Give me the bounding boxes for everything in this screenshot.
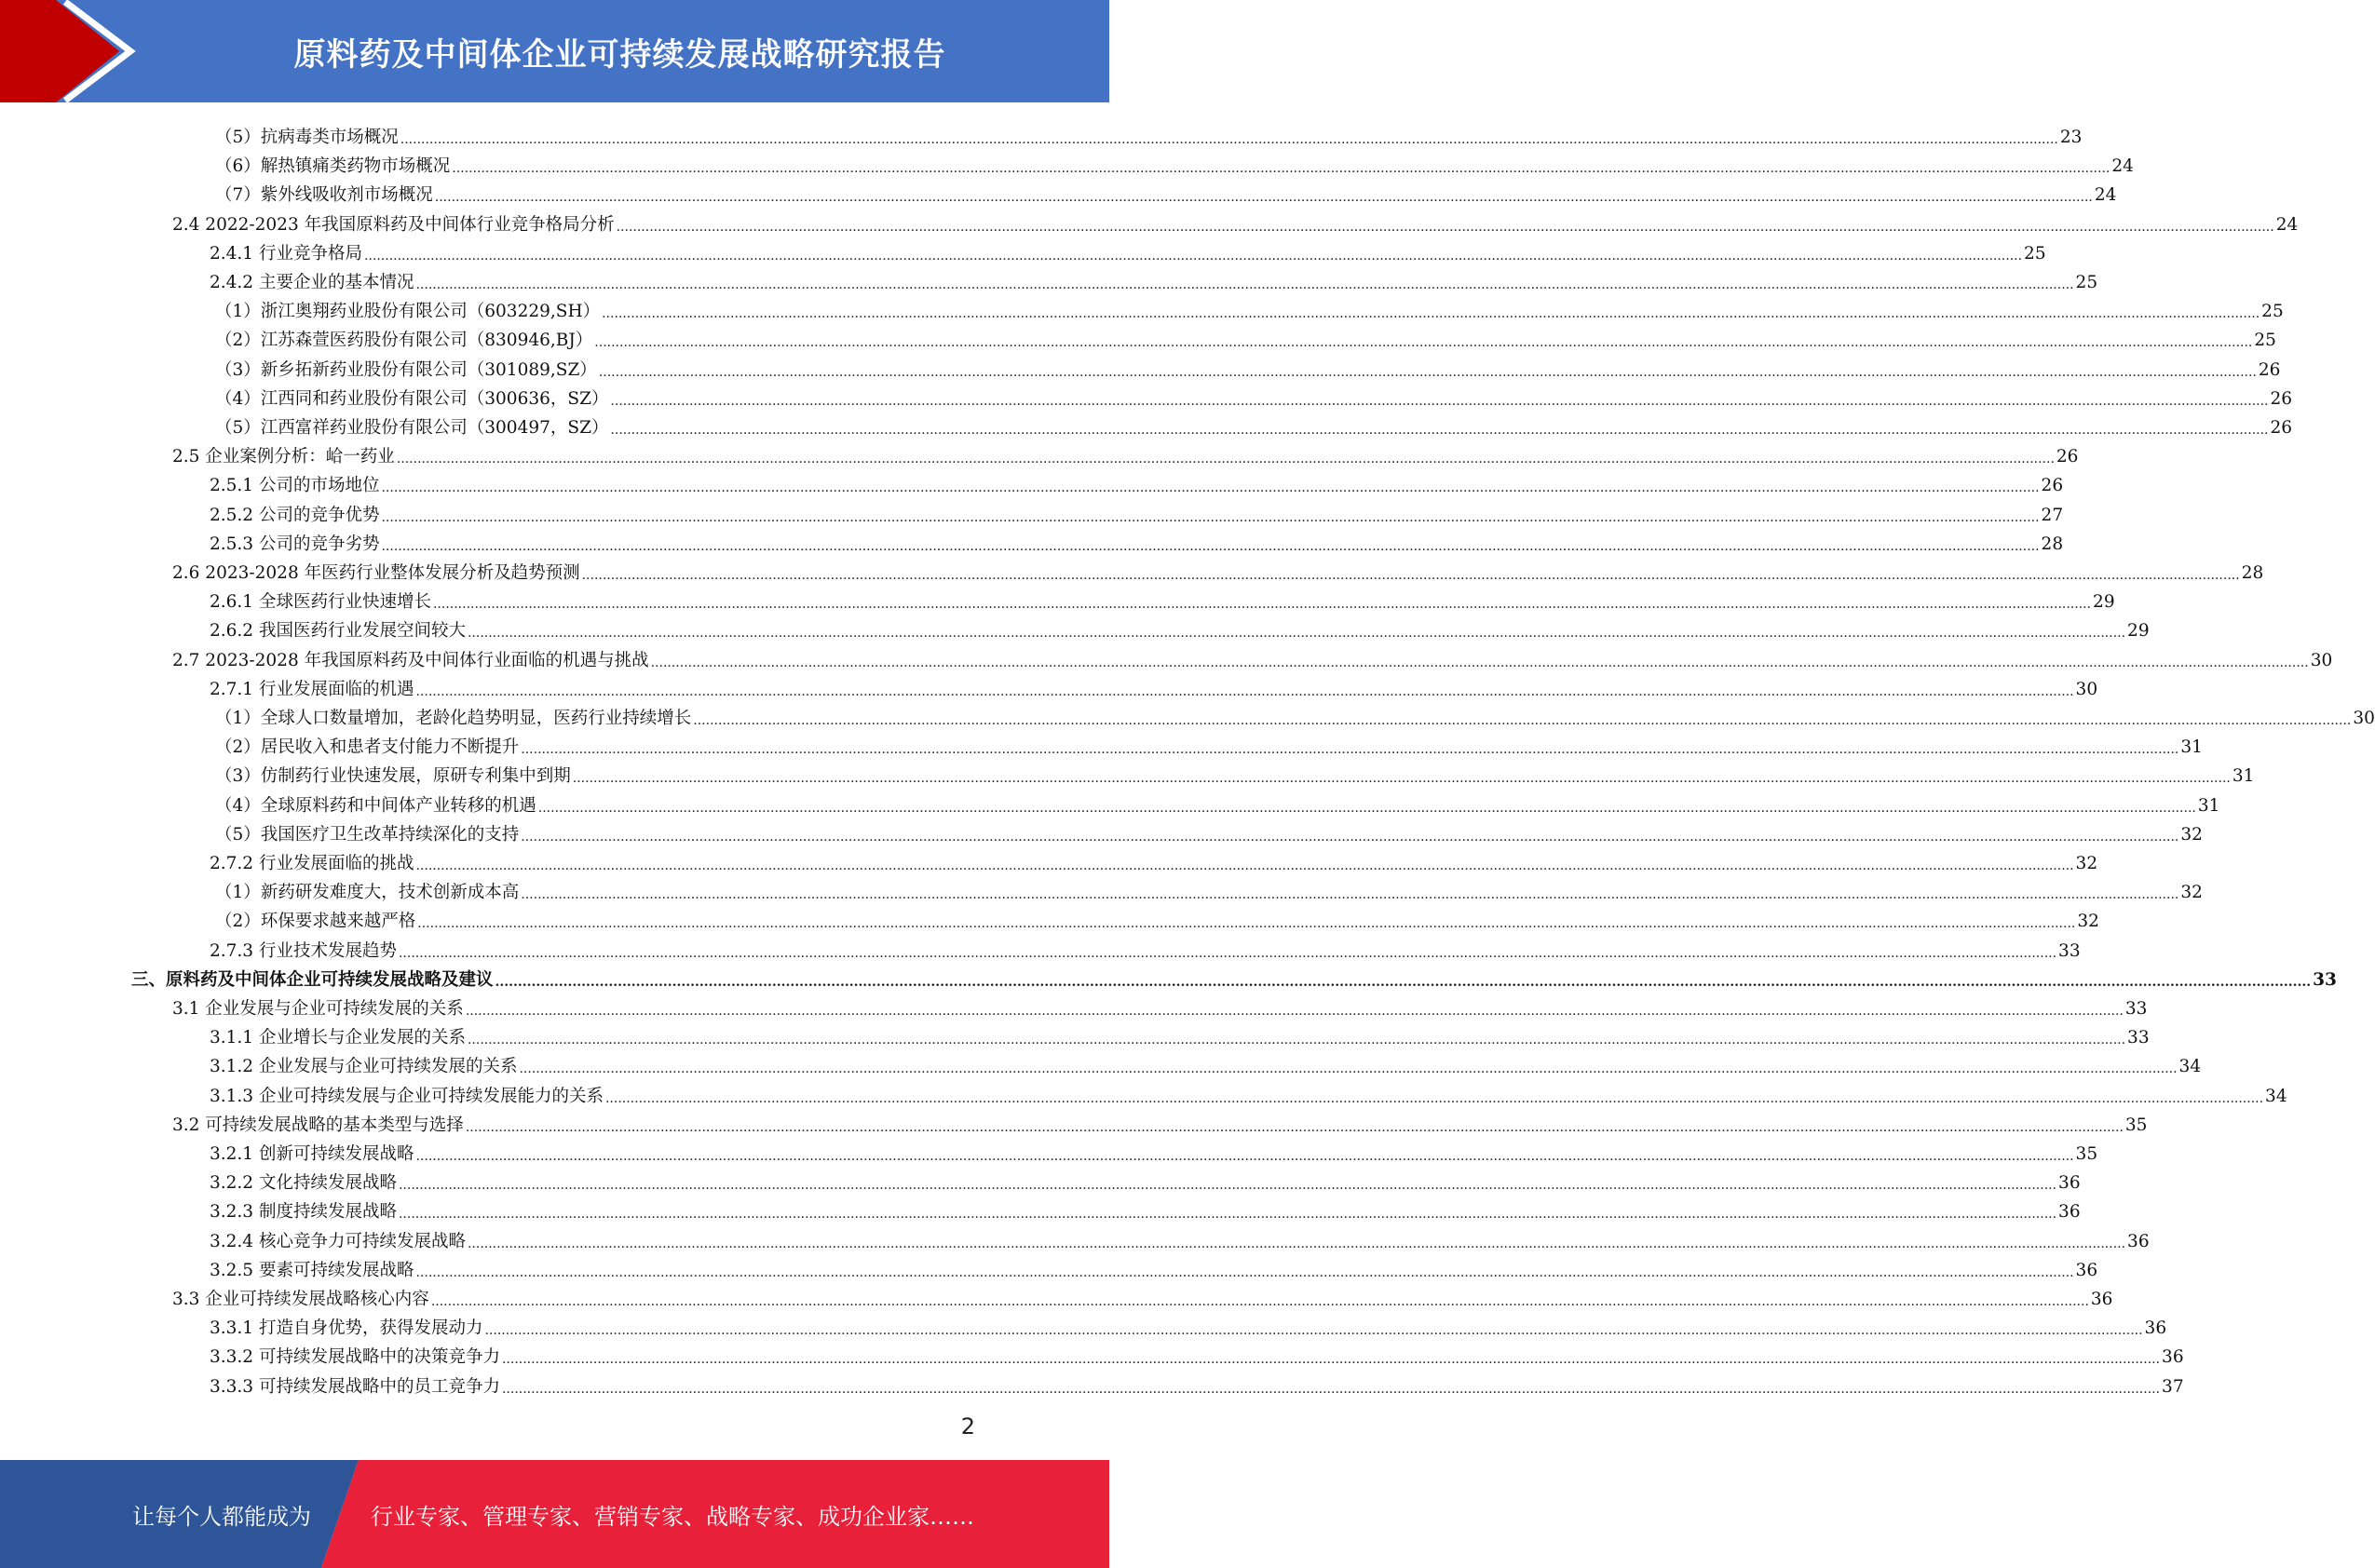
toc-leader-dots: ................................................................................................................................................................................................................................................................................................................................................................................................................ bbox=[415, 1265, 2074, 1280]
toc-entry-label: 2.6.1 全球医药行业快速增长 bbox=[210, 592, 431, 612]
toc-leader-dots: ................................................................................................................................................................................................................................................................................................................................................................................................................ bbox=[465, 1004, 2124, 1019]
toc-entry-page: 31 bbox=[2232, 766, 2255, 786]
toc-leader-dots: ................................................................................................................................................................................................................................................................................................................................................................................................................ bbox=[521, 887, 2179, 902]
toc-entry-label: 2.5.2 公司的竞争优势 bbox=[210, 506, 380, 525]
toc-entry-page: 24 bbox=[2094, 185, 2117, 205]
toc-leader-dots: ................................................................................................................................................................................................................................................................................................................................................................................................................ bbox=[415, 277, 2074, 292]
toc-entry-page: 36 bbox=[2058, 1202, 2081, 1222]
toc-entry[interactable] bbox=[215, 148, 2134, 177]
toc-entry-label: 3.3.1 打造自身优势，获得发展动力 bbox=[210, 1318, 483, 1338]
toc-entry[interactable] bbox=[215, 322, 2276, 351]
toc-entry-label: 3.2.4 核心竞争力可持续发展战略 bbox=[210, 1232, 466, 1251]
page-title: 原料药及中间体企业可持续发展战略研究报告 bbox=[293, 35, 946, 74]
toc-entry-page: 31 bbox=[2197, 796, 2220, 816]
toc-entry-label: （1）新药研发难度大，技术创新成本高 bbox=[215, 883, 520, 902]
toc-entry-page: 26 bbox=[2056, 447, 2079, 466]
toc-entry-page: 26 bbox=[2270, 418, 2293, 438]
toc-entry-page: 34 bbox=[2265, 1087, 2287, 1106]
toc-leader-dots: ................................................................................................................................................................................................................................................................................................................................................................................................................ bbox=[519, 1061, 2178, 1076]
toc-entry-label: （7）紫外线吸收剂市场概况 bbox=[215, 185, 433, 205]
toc-entry[interactable] bbox=[215, 903, 2099, 932]
toc-entry-label: （6）解热镇痛类药物市场概况 bbox=[215, 156, 451, 176]
footer-slogan-right: 行业专家、管理专家、营销专家、战略专家、成功企业家…… bbox=[371, 1503, 974, 1530]
toc-entry-label: 2.5.1 公司的市场地位 bbox=[210, 476, 380, 495]
toc-leader-dots: ................................................................................................................................................................................................................................................................................................................................................................................................................ bbox=[381, 539, 2040, 554]
toc-leader-dots: ................................................................................................................................................................................................................................................................................................................................................................................................................ bbox=[602, 306, 2260, 321]
toc-leader-dots: ................................................................................................................................................................................................................................................................................................................................................................................................................ bbox=[610, 394, 2269, 409]
toc-entry-label: （5）江西富祥药业股份有限公司（300497，SZ） bbox=[215, 418, 609, 438]
toc-entry-page: 37 bbox=[2162, 1377, 2184, 1397]
toc-entry-page: 36 bbox=[2075, 1261, 2098, 1280]
toc-leader-dots: ................................................................................................................................................................................................................................................................................................................................................................................................................ bbox=[604, 1091, 2264, 1106]
toc-entry[interactable] bbox=[172, 991, 2148, 1020]
toc-entry[interactable] bbox=[210, 236, 2046, 264]
toc-entry-page: 23 bbox=[2059, 128, 2083, 147]
toc-entry-page: 33 bbox=[2058, 941, 2081, 961]
toc-entry-page: 28 bbox=[2241, 563, 2264, 583]
toc-leader-dots: ................................................................................................................................................................................................................................................................................................................................................................................................................ bbox=[610, 423, 2269, 438]
toc-entry-page: 34 bbox=[2178, 1057, 2202, 1076]
toc-leader-dots: ................................................................................................................................................................................................................................................................................................................................................................................................................ bbox=[616, 220, 2274, 235]
toc-leader-dots: ................................................................................................................................................................................................................................................................................................................................................................................................................ bbox=[398, 946, 2057, 961]
toc-entry[interactable] bbox=[210, 1369, 2184, 1398]
toc-entry-label: （1）全球人口数量增加，老龄化趋势明显，医药行业持续增长 bbox=[215, 709, 692, 728]
toc-entry-page: 30 bbox=[2353, 709, 2375, 728]
toc-entry-label: 3.2.3 制度持续发展战略 bbox=[210, 1202, 397, 1222]
toc-leader-dots: ................................................................................................................................................................................................................................................................................................................................................................................................................ bbox=[400, 132, 2058, 147]
toc-entry-page: 29 bbox=[2093, 592, 2115, 612]
toc-entry-page: 26 bbox=[2258, 360, 2281, 380]
toc-entry-label: 3.3 企业可持续发展战略核心内容 bbox=[172, 1290, 429, 1309]
toc-leader-dots: ................................................................................................................................................................................................................................................................................................................................................................................................................ bbox=[452, 161, 2110, 176]
toc-entry-label: 2.4.1 行业竞争格局 bbox=[210, 244, 362, 264]
toc-entry-label: 2.6.2 我国医药行业发展空间较大 bbox=[210, 621, 466, 641]
toc-leader-dots: ................................................................................................................................................................................................................................................................................................................................................................................................................ bbox=[537, 801, 2196, 816]
toc-entry-page: 26 bbox=[2270, 389, 2293, 409]
toc-entry-page: 32 bbox=[2180, 883, 2203, 902]
toc-leader-dots: ................................................................................................................................................................................................................................................................................................................................................................................................................ bbox=[501, 1382, 2161, 1397]
toc-leader-dots: ................................................................................................................................................................................................................................................................................................................................................................................................................ bbox=[693, 713, 2352, 728]
toc-entry-label: 2.5.3 公司的竞争劣势 bbox=[210, 534, 380, 554]
toc-entry[interactable] bbox=[131, 962, 2337, 991]
toc-entry-page: 32 bbox=[2077, 912, 2099, 931]
toc-entry[interactable] bbox=[172, 1281, 2113, 1310]
toc-entry-label: 3.1.3 企业可持续发展与企业可持续发展能力的关系 bbox=[210, 1087, 604, 1106]
toc-entry-label: （1）浙江奥翔药业股份有限公司（603229,SH） bbox=[215, 302, 601, 321]
page-number: 2 bbox=[960, 1413, 975, 1440]
toc-entry[interactable] bbox=[172, 555, 2264, 584]
toc-entry-label: 2.4.2 主要企业的基本情况 bbox=[210, 273, 414, 292]
toc-entry-label: 3.1 企业发展与企业可持续发展的关系 bbox=[172, 999, 464, 1019]
toc-entry[interactable] bbox=[210, 1136, 2098, 1165]
toc-entry-label: 2.5 企业案例分析：峆一药业 bbox=[172, 447, 395, 466]
toc-entry-page: 35 bbox=[2075, 1144, 2098, 1164]
toc-entry-page: 25 bbox=[2024, 244, 2046, 264]
toc-entry[interactable] bbox=[215, 729, 2203, 758]
toc-entry-page: 36 bbox=[2058, 1173, 2081, 1193]
toc-entry[interactable] bbox=[210, 1165, 2081, 1194]
toc-leader-dots: ................................................................................................................................................................................................................................................................................................................................................................................................................ bbox=[495, 975, 2312, 990]
toc-entry[interactable] bbox=[210, 671, 2098, 700]
toc-entry[interactable] bbox=[215, 177, 2117, 206]
toc-entry-page: 25 bbox=[2254, 331, 2276, 350]
toc-entry-label: 3.2 可持续发展战略的基本类型与选择 bbox=[172, 1115, 464, 1135]
toc-entry[interactable] bbox=[210, 526, 2064, 555]
toc-entry[interactable] bbox=[215, 410, 2293, 439]
toc-entry-label: 3.1.1 企业增长与企业发展的关系 bbox=[210, 1028, 466, 1048]
toc-entry-page: 35 bbox=[2124, 1115, 2148, 1135]
toc-entry-page: 24 bbox=[2111, 156, 2134, 176]
toc-entry[interactable] bbox=[210, 584, 2115, 613]
toc-leader-dots: ................................................................................................................................................................................................................................................................................................................................................................................................................ bbox=[415, 1149, 2074, 1164]
toc-leader-dots: ................................................................................................................................................................................................................................................................................................................................................................................................................ bbox=[598, 365, 2257, 380]
toc-leader-dots: ................................................................................................................................................................................................................................................................................................................................................................................................................ bbox=[467, 1237, 2126, 1251]
toc-leader-dots: ................................................................................................................................................................................................................................................................................................................................................................................................................ bbox=[398, 1178, 2057, 1193]
toc-entry-label: 2.4 2022-2023 年我国原料药及中间体行业竞争格局分析 bbox=[172, 215, 615, 235]
toc-leader-dots: ................................................................................................................................................................................................................................................................................................................................................................................................................ bbox=[415, 858, 2074, 873]
toc-entry[interactable] bbox=[215, 119, 2083, 148]
toc-entry-page: 30 bbox=[2075, 680, 2098, 699]
toc-leader-dots: ................................................................................................................................................................................................................................................................................................................................................................................................................ bbox=[581, 568, 2240, 583]
toc-entry-page: 33 bbox=[2127, 1028, 2150, 1048]
toc-entry-label: （2）环保要求越来越严格 bbox=[215, 912, 416, 931]
toc-entry-page: 26 bbox=[2041, 476, 2064, 495]
toc-leader-dots: ................................................................................................................................................................................................................................................................................................................................................................................................................ bbox=[521, 830, 2179, 845]
toc-entry-page: 25 bbox=[2261, 302, 2284, 321]
toc-entry-label: 3.2.1 创新可持续发展战略 bbox=[210, 1144, 414, 1164]
toc-entry-page: 30 bbox=[2310, 651, 2333, 670]
toc-leader-dots: ................................................................................................................................................................................................................................................................................................................................................................................................................ bbox=[594, 335, 2253, 350]
toc-leader-dots: ................................................................................................................................................................................................................................................................................................................................................................................................................ bbox=[381, 480, 2040, 495]
toc-leader-dots: ................................................................................................................................................................................................................................................................................................................................................................................................................ bbox=[415, 684, 2074, 699]
toc-leader-dots: ................................................................................................................................................................................................................................................................................................................................................................................................................ bbox=[432, 597, 2092, 612]
toc-entry-page: 24 bbox=[2275, 215, 2299, 235]
toc-leader-dots: ................................................................................................................................................................................................................................................................................................................................................................................................................ bbox=[396, 452, 2055, 466]
toc-leader-dots: ................................................................................................................................................................................................................................................................................................................................................................................................................ bbox=[417, 916, 2076, 931]
toc-entry-label: （2）江苏森萱医药股份有限公司（830946,BJ） bbox=[215, 331, 593, 350]
toc-leader-dots: ................................................................................................................................................................................................................................................................................................................................................................................................................ bbox=[381, 510, 2040, 525]
toc-entry-label: （5）我国医疗卫生改革持续深化的支持 bbox=[215, 825, 520, 845]
toc-entry[interactable] bbox=[210, 1194, 2081, 1223]
toc-entry[interactable] bbox=[210, 613, 2150, 642]
toc-leader-dots: ................................................................................................................................................................................................................................................................................................................................................................................................................ bbox=[430, 1294, 2089, 1309]
toc-entry-page: 28 bbox=[2041, 534, 2064, 554]
toc-entry-label: （5）抗病毒类市场概况 bbox=[215, 128, 399, 147]
toc-entry[interactable] bbox=[210, 1339, 2184, 1368]
toc-entry[interactable] bbox=[215, 352, 2281, 381]
toc-entry-label: 2.7.3 行业技术发展趋势 bbox=[210, 941, 397, 961]
footer-slogan-left: 让每个人都能成为 bbox=[132, 1503, 311, 1530]
toc-entry[interactable] bbox=[215, 817, 2203, 845]
header-bar bbox=[0, 0, 1109, 102]
toc-entry-label: （3）新乡拓新药业股份有限公司（301089,SZ） bbox=[215, 360, 597, 380]
toc-entry-label: （4）江西同和药业股份有限公司（300636，SZ） bbox=[215, 389, 609, 409]
toc-entry-page: 36 bbox=[2144, 1318, 2167, 1338]
toc-entry[interactable] bbox=[215, 700, 2375, 729]
toc-entry-label: 3.2.2 文化持续发展战略 bbox=[210, 1173, 397, 1193]
toc-entry[interactable] bbox=[172, 642, 2333, 671]
toc-entry[interactable] bbox=[215, 874, 2203, 903]
toc-entry[interactable] bbox=[210, 845, 2098, 874]
toc-leader-dots: ................................................................................................................................................................................................................................................................................................................................................................................................................ bbox=[467, 1033, 2126, 1048]
toc-entry[interactable] bbox=[210, 264, 2098, 293]
toc-entry[interactable] bbox=[210, 933, 2081, 962]
toc-leader-dots: ................................................................................................................................................................................................................................................................................................................................................................................................................ bbox=[363, 249, 2023, 264]
toc-entry-page: 25 bbox=[2075, 273, 2098, 292]
toc-entry[interactable] bbox=[210, 1020, 2150, 1048]
toc-entry-page: 33 bbox=[2124, 999, 2148, 1019]
toc-entry[interactable] bbox=[210, 1078, 2287, 1107]
toc-entry[interactable] bbox=[210, 1048, 2202, 1077]
toc-entry[interactable] bbox=[210, 1310, 2167, 1339]
toc-entry[interactable] bbox=[215, 788, 2220, 817]
toc-entry-label: （2）居民收入和患者支付能力不断提升 bbox=[215, 737, 520, 757]
toc-leader-dots: ................................................................................................................................................................................................................................................................................................................................................................................................................ bbox=[434, 190, 2093, 205]
toc-entry-page: 36 bbox=[2090, 1290, 2113, 1309]
toc-leader-dots: ................................................................................................................................................................................................................................................................................................................................................................................................................ bbox=[467, 626, 2126, 641]
toc-entry-page: 32 bbox=[2075, 854, 2098, 873]
toc-entry-label: （4）全球原料药和中间体产业转移的机遇 bbox=[215, 796, 536, 816]
toc-entry[interactable] bbox=[210, 467, 2064, 496]
toc-leader-dots: ................................................................................................................................................................................................................................................................................................................................................................................................................ bbox=[465, 1120, 2124, 1135]
toc-leader-dots: ................................................................................................................................................................................................................................................................................................................................................................................................................ bbox=[398, 1207, 2057, 1222]
toc-entry-page: 31 bbox=[2180, 737, 2203, 757]
footer-banner bbox=[0, 1460, 1109, 1568]
toc-entry-label: 3.1.2 企业发展与企业可持续发展的关系 bbox=[210, 1057, 518, 1076]
toc-leader-dots: ................................................................................................................................................................................................................................................................................................................................................................................................................ bbox=[521, 742, 2179, 757]
toc-entry-label: 3.3.2 可持续发展战略中的决策竞争力 bbox=[210, 1347, 500, 1367]
toc-entry-page: 32 bbox=[2180, 825, 2203, 845]
toc-entry-label: （3）仿制药行业快速发展，原研专利集中到期 bbox=[215, 766, 571, 786]
toc-entry[interactable] bbox=[215, 381, 2293, 410]
toc-entry[interactable] bbox=[210, 1223, 2150, 1252]
toc-entry[interactable] bbox=[172, 1107, 2148, 1136]
toc-entry[interactable] bbox=[215, 758, 2255, 787]
toc-entry-label: 2.7 2023-2028 年我国原料药及中间体行业面临的机遇与挑战 bbox=[172, 651, 649, 670]
toc-entry[interactable] bbox=[210, 1252, 2098, 1281]
toc-entry-label: 2.7.2 行业发展面临的挑战 bbox=[210, 854, 414, 873]
toc-entry[interactable] bbox=[172, 439, 2079, 467]
toc-entry-page: 29 bbox=[2127, 621, 2150, 641]
toc-entry[interactable] bbox=[210, 497, 2064, 526]
toc-entry-label: 3.2.5 要素可持续发展战略 bbox=[210, 1261, 414, 1280]
toc-entry-label: 3.3.3 可持续发展战略中的员工竞争力 bbox=[210, 1377, 500, 1397]
toc-entry-page: 36 bbox=[2127, 1232, 2150, 1251]
toc-leader-dots: ................................................................................................................................................................................................................................................................................................................................................................................................................ bbox=[572, 771, 2231, 786]
header-chevron-icon bbox=[0, 0, 149, 102]
toc-leader-dots: ................................................................................................................................................................................................................................................................................................................................................................................................................ bbox=[484, 1323, 2143, 1338]
toc-entry-label: 三、原料药及中间体企业可持续发展战略及建议 bbox=[131, 970, 494, 990]
toc-entry-page: 33 bbox=[2313, 970, 2337, 990]
toc-entry[interactable] bbox=[172, 207, 2299, 236]
toc-leader-dots: ................................................................................................................................................................................................................................................................................................................................................................................................................ bbox=[501, 1352, 2161, 1367]
toc-entry-label: 2.6 2023-2028 年医药行业整体发展分析及趋势预测 bbox=[172, 563, 580, 583]
toc-entry-page: 36 bbox=[2162, 1347, 2184, 1367]
toc-leader-dots: ................................................................................................................................................................................................................................................................................................................................................................................................................ bbox=[650, 656, 2309, 670]
toc-entry[interactable] bbox=[215, 293, 2284, 322]
toc-entry-label: 2.7.1 行业发展面临的机遇 bbox=[210, 680, 414, 699]
toc-entry-page: 27 bbox=[2041, 506, 2064, 525]
